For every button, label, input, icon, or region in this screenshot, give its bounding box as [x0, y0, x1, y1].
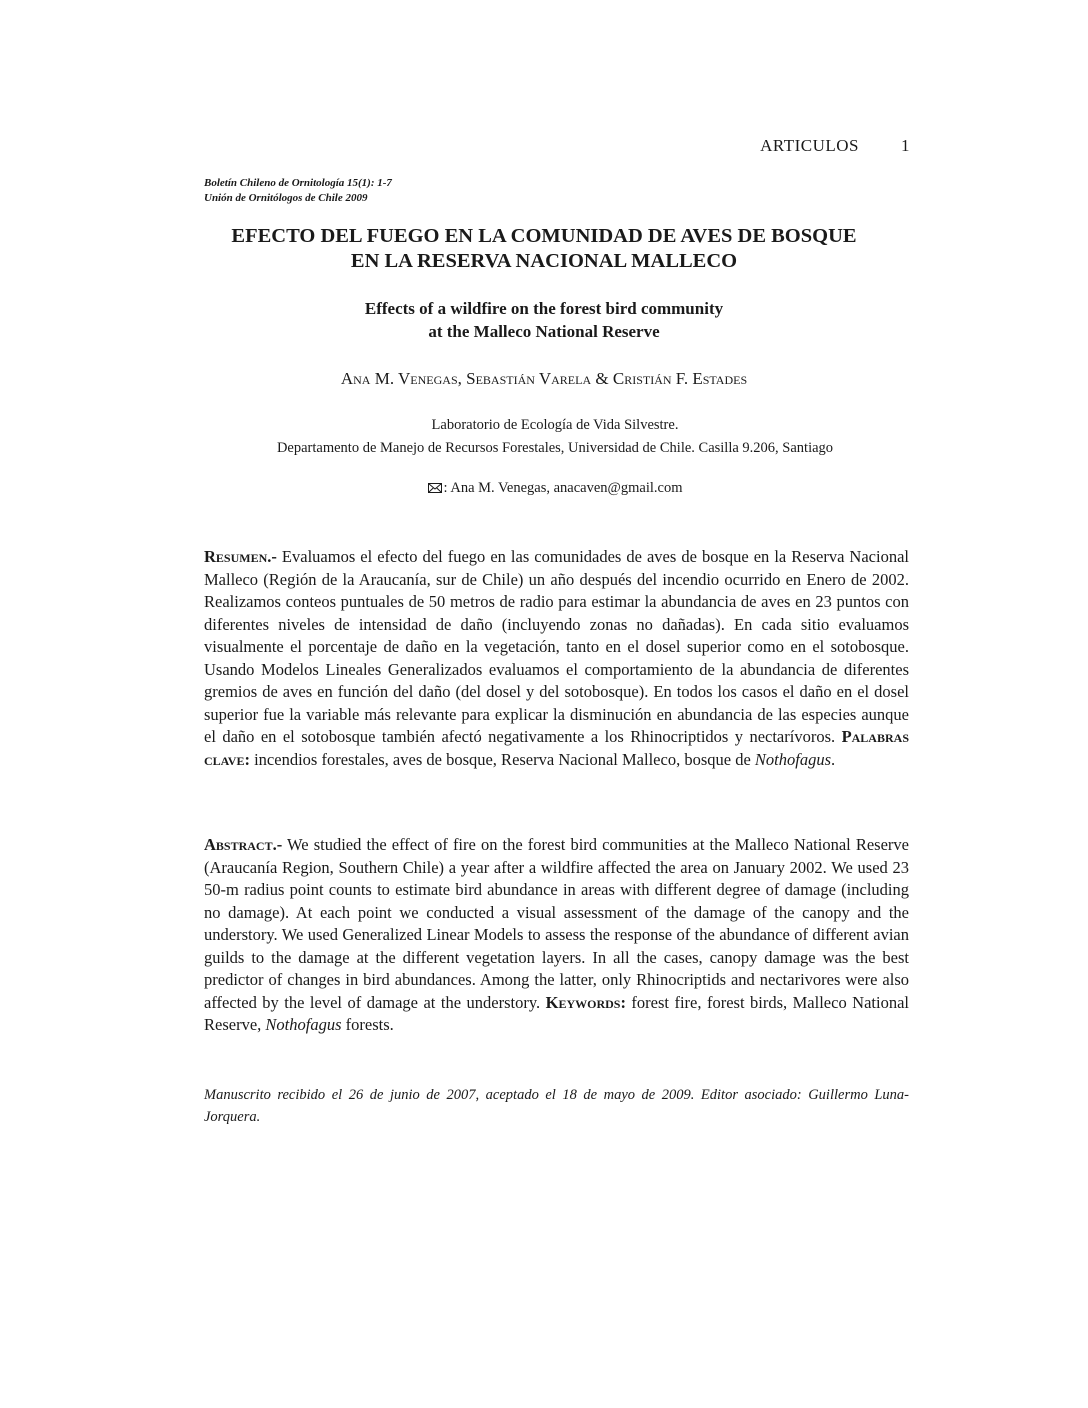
- envelope-icon: [428, 483, 442, 493]
- affiliation: [180, 414, 930, 460]
- journal-citation: Boletín Chileno de Ornitología 15(1): 1-7: [204, 177, 392, 189]
- subtitle-line-2: at the Malleco National Reserve: [428, 322, 660, 341]
- abstract-label: Abstract.-: [204, 835, 283, 854]
- abstract-end: forests.: [341, 1015, 394, 1034]
- journal-publisher: Unión de Ornitólogos de Chile 2009: [204, 192, 368, 204]
- manuscript-note: Manuscrito recibido el 26 de junio de 2007, aceptado el 18 de mayo de 2009. Editor asociado: Guillermo Luna-Jorquera.: [204, 1087, 909, 1125]
- abstract-paragraph: [204, 834, 909, 1037]
- section-label: ARTICULOS: [760, 136, 859, 155]
- resumen-paragraph: [204, 546, 909, 771]
- affiliation-line-1: Laboratorio de Ecología de Vida Silvestre.: [431, 417, 679, 433]
- running-header: [760, 136, 910, 156]
- title-line-2: EN LA RESERVA NACIONAL MALLECO: [350, 250, 738, 272]
- page-number: 1: [901, 136, 910, 155]
- subtitle-line-1: Effects of a wildfire on the forest bird community: [364, 299, 724, 318]
- resumen-body: Evaluamos el efecto del fuego en las comunidades de aves de bosque en la Reserva Nacional Malleco (Región de la Araucanía, sur de Chile) un año después del incendio ocurrido en Enero de 2002. Realizamos conteos puntuales de 50 metros de radio para estimar la abundancia de aves en 23 puntos con diferentes niveles de intensidad de daño (incluyendo zonas no dañadas). En cada sitio evaluamos visualmente el porcentaje de daño en la vegetación, tanto en el dosel superior como en el sotobosque. Usando Modelos Lineales Generalizados evaluamos el comportamiento de la abundancia de diferentes gremios de aves en función del daño (del dosel y del sotobosque). En todos los casos el daño en el dosel superior fue la variable más relevante para explicar la disminución en abundancia de las especies aunque el daño en el sotobosque también afectó negativamente a los Rhinocriptidos y nectarívoros.: [204, 547, 909, 746]
- abstract-body: We studied the effect of fire on the forest bird communities at the Malleco National Reserve (Araucanía Region, Southern Chile) a year after a wildfire affected the area on January 2002. We used 23 50-m radius point counts to estimate bird abundance in areas with different degree of damage (including no damage). At each point we conducted a visual assessment of the damage of the canopy and the understory. We used Generalized Linear Models to assess the response of the abundance of different avian guilds to the damage at the different vegetation layers. In all the cases, canopy damage was the best predictor of changes in bird abundances. Among the latter, only Rhinocriptids and nectarivores were also affected by the level of damage at the understory.: [204, 835, 909, 1012]
- resumen-keywords-label: Palabras clave:: [204, 727, 909, 769]
- affiliation-line-2: Departamento de Manejo de Recursos Forestales, Universidad de Chile. Casilla 9.206, Santiago: [276, 440, 834, 456]
- resumen-label: Resumen.-: [204, 547, 277, 566]
- abstract-keywords: forest fire, forest birds, Malleco National Reserve,: [204, 992, 909, 1034]
- resumen-keywords: incendios forestales, aves de bosque, Reserva Nacional Malleco, bosque de: [249, 749, 755, 769]
- article-title: [180, 224, 908, 274]
- contact-line: [180, 480, 930, 497]
- journal-info: [204, 176, 392, 206]
- abstract-keywords-label: Keywords:: [545, 992, 626, 1012]
- english-title: [180, 297, 908, 343]
- title-line-1: EFECTO DEL FUEGO EN LA COMUNIDAD DE AVES DE BOSQUE: [231, 225, 857, 247]
- contact-text: : Ana M. Venegas, anacaven@gmail.com: [443, 480, 683, 496]
- resumen-end: .: [831, 749, 836, 769]
- abstract-keywords-italic: Nothofagus: [265, 1015, 342, 1034]
- resumen-keywords-italic: Nothofagus: [754, 749, 831, 769]
- author-list: Ana M. Venegas, Sebastián Varela & Cristián F. Estades: [340, 369, 748, 388]
